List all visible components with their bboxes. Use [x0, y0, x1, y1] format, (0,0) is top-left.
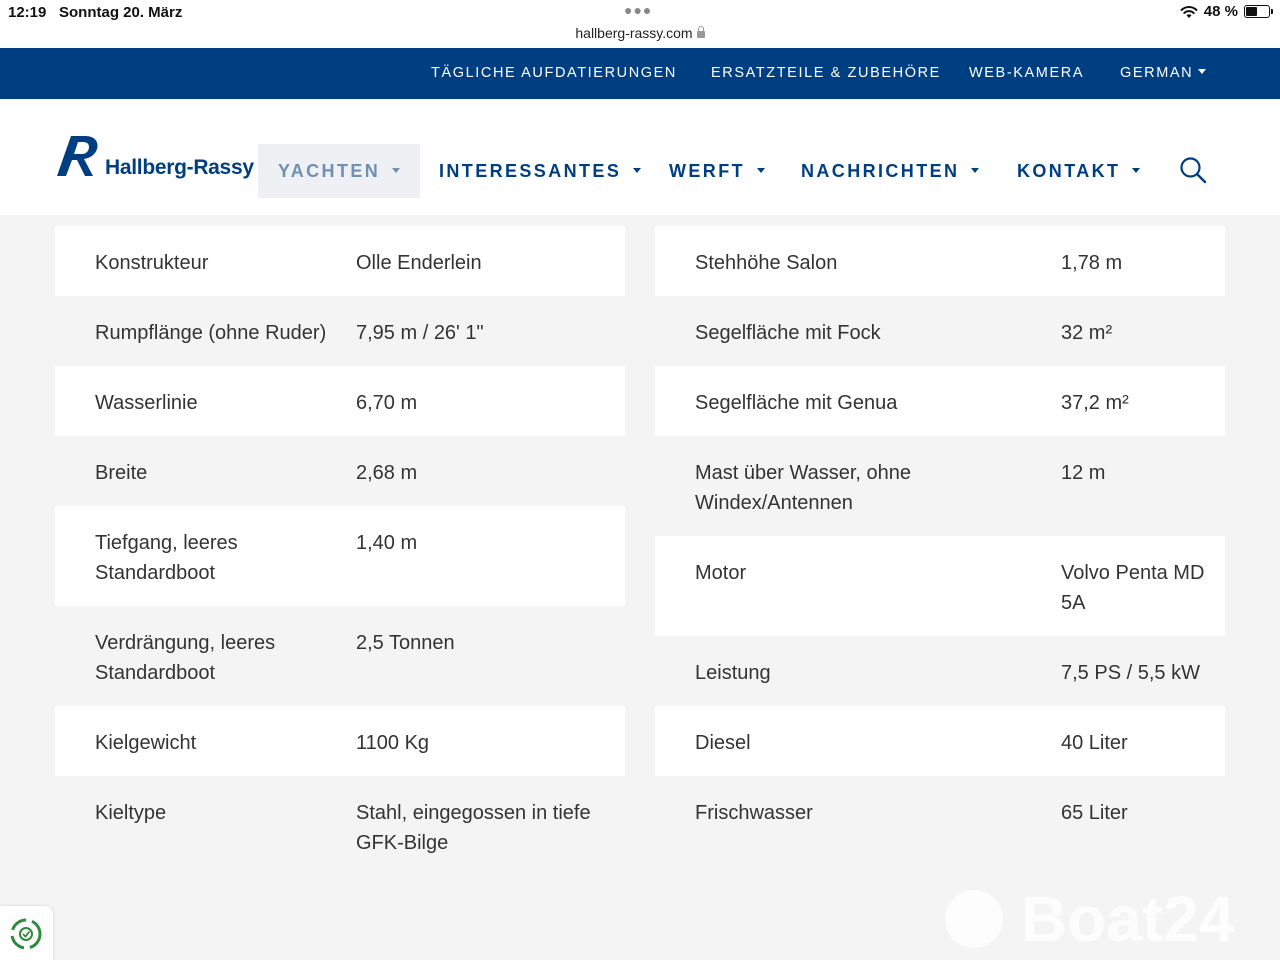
language-selector[interactable]: [1120, 65, 1206, 81]
spec-label: Konstrukteur: [95, 252, 209, 274]
spec-value: 40 Liter: [1061, 732, 1128, 754]
chevron-down-icon: [392, 168, 400, 173]
spec-value: Volvo Penta MD 5A: [1061, 562, 1205, 614]
chevron-down-icon: [633, 168, 641, 173]
link-spare-parts[interactable]: ERSATZTEILE & ZUBEHÖRE: [711, 65, 941, 81]
spec-label: Kieltype: [95, 802, 167, 824]
battery-percent: 48 %: [1203, 3, 1238, 20]
boat24-logo-icon: [945, 890, 1003, 948]
url-text: hallberg-rassy.com: [575, 25, 693, 41]
spec-value: 7,95 m / 26' 1": [356, 322, 484, 344]
address-bar[interactable]: [0, 25, 1280, 41]
spec-row: [55, 606, 625, 706]
status-bar: [0, 0, 1280, 48]
spec-row: [55, 776, 625, 876]
wifi-icon: [1180, 5, 1198, 19]
link-webcam[interactable]: WEB-KAMERA: [969, 65, 1085, 81]
spec-row: [55, 506, 625, 606]
nav-kontakt[interactable]: [997, 144, 1160, 198]
brand-logo[interactable]: [55, 134, 254, 178]
nav-nachrichten-label: NACHRICHTEN: [801, 161, 960, 181]
multitasking-dots-icon[interactable]: ●●●: [624, 2, 653, 18]
hallberg-rassy-logo-icon: [55, 134, 99, 178]
spec-label: Kielgewicht: [95, 732, 197, 754]
spec-label: Wasserlinie: [95, 392, 198, 414]
nav-yachten-label: YACHTEN: [278, 161, 381, 181]
spec-value: Olle Enderlein: [356, 252, 482, 274]
status-date: Sonntag 20. März: [59, 4, 183, 21]
nav-werft[interactable]: [649, 144, 785, 198]
spec-value: 12 m: [1061, 462, 1106, 484]
spec-value: 2,5 Tonnen: [356, 632, 455, 654]
spec-value: 2,68 m: [356, 462, 418, 484]
link-daily-updates[interactable]: TÄGLICHE AUFDATIERUNGEN: [431, 65, 678, 81]
spec-value: 7,5 PS / 5,5 kW: [1061, 662, 1200, 684]
spec-label: Diesel: [695, 732, 751, 754]
spec-label: Mast über Wasser, ohne Windex/Antennen: [695, 462, 912, 514]
spec-value: 1100 Kg: [356, 732, 430, 754]
battery-level: [1246, 7, 1257, 16]
spec-row: [655, 776, 1225, 846]
spec-row: [655, 706, 1225, 776]
spec-value: 1,40 m: [356, 532, 418, 554]
spec-label: Tiefgang, leeres Standardboot: [95, 532, 238, 584]
spec-row: [655, 226, 1225, 296]
nav-interessantes[interactable]: [419, 144, 661, 198]
spec-value: 6,70 m: [356, 392, 418, 414]
nav-werft-label: WERFT: [669, 161, 745, 181]
spec-row: [655, 296, 1225, 366]
watermark-text: Boat24: [1021, 883, 1235, 955]
eco-badge[interactable]: [0, 906, 53, 960]
spec-value: 32 m²: [1061, 322, 1113, 344]
utility-bar: [0, 48, 1280, 99]
spec-row: [55, 706, 625, 776]
spec-label: Stehhöhe Salon: [695, 252, 838, 274]
spec-label: Motor: [695, 562, 747, 584]
spec-value: Stahl, eingegossen in tiefe GFK-Bilge: [356, 802, 591, 854]
specs-table-right: [655, 226, 1225, 846]
search-icon[interactable]: [1179, 156, 1207, 184]
brand-name: Hallberg-Rassy: [105, 156, 254, 179]
spec-row: [655, 636, 1225, 706]
battery-icon: [1244, 5, 1270, 18]
spec-label: Segelfläche mit Fock: [695, 322, 881, 344]
status-indicators: [1180, 3, 1270, 20]
chevron-down-icon: [971, 168, 979, 173]
nav-interessantes-label: INTERESSANTES: [439, 161, 622, 181]
specs-table-left: [55, 226, 625, 876]
spec-value: 37,2 m²: [1061, 392, 1129, 414]
chevron-down-icon: [1198, 69, 1206, 74]
spec-label: Segelfläche mit Genua: [695, 392, 898, 414]
spec-row: [655, 436, 1225, 536]
spec-label: Leistung: [695, 662, 771, 684]
language-label: GERMAN: [1120, 65, 1194, 81]
spec-row: [655, 366, 1225, 436]
spec-value: 65 Liter: [1061, 802, 1128, 824]
recycle-icon: [0, 906, 53, 960]
status-time: 12:19: [8, 4, 47, 21]
lock-icon: [697, 31, 705, 38]
spec-row: [55, 366, 625, 436]
spec-row: [55, 436, 625, 506]
spec-row: [655, 536, 1225, 636]
spec-label: Frischwasser: [695, 802, 813, 824]
boat24-watermark: [945, 882, 1234, 956]
chevron-down-icon: [757, 168, 765, 173]
nav-nachrichten[interactable]: [781, 144, 999, 198]
spec-label: Verdrängung, leeres Standardboot: [95, 632, 276, 684]
nav-kontakt-label: KONTAKT: [1017, 161, 1121, 181]
main-navigation: [0, 99, 1280, 215]
chevron-down-icon: [1132, 168, 1140, 173]
spec-label: Breite: [95, 462, 148, 484]
spec-row: [55, 296, 625, 366]
spec-label: Rumpflänge (ohne Ruder): [95, 322, 327, 344]
nav-yachten[interactable]: [258, 144, 420, 198]
spec-value: 1,78 m: [1061, 252, 1123, 274]
spec-row: [55, 226, 625, 296]
